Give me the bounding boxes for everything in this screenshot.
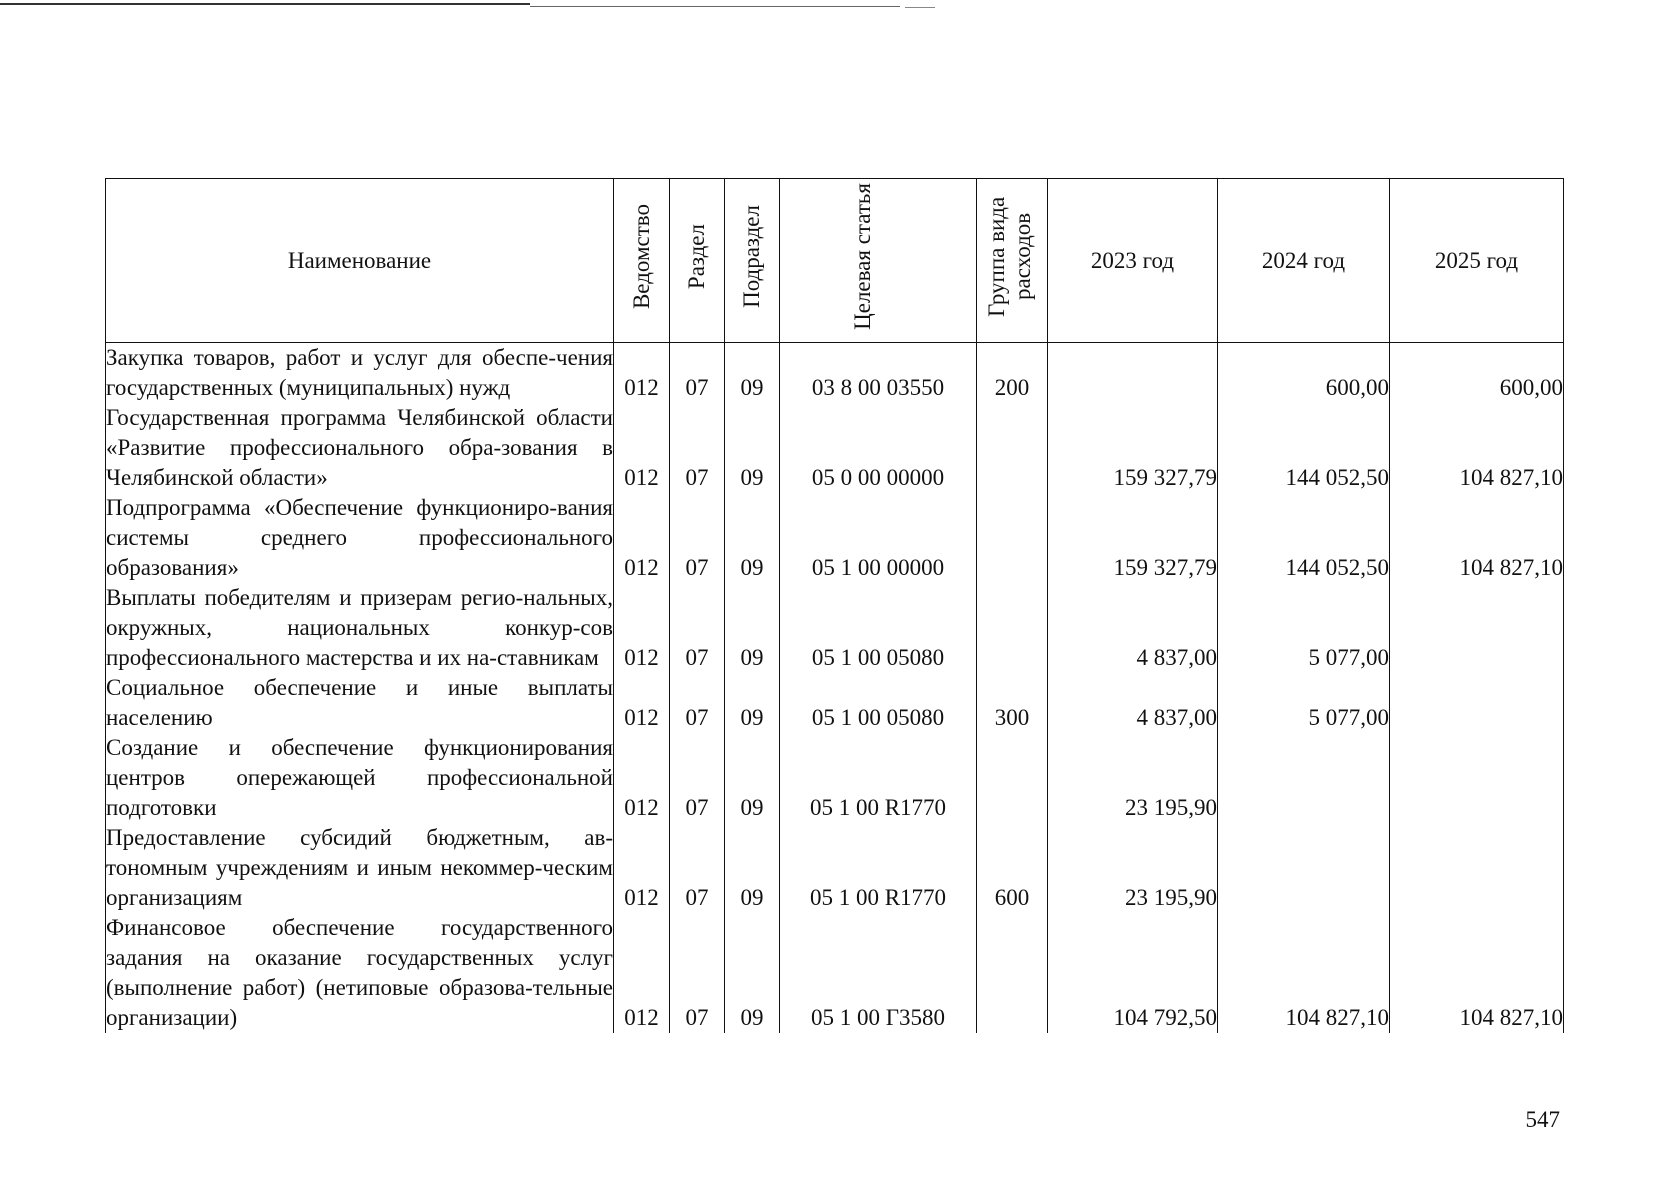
row-razdel-cell: 07 <box>670 823 725 913</box>
row-podrazdel-cell: 09 <box>725 733 780 823</box>
row-2023-value: 23 195,90 <box>1048 733 1218 823</box>
row-vedomstvo-cell: 012 <box>614 343 670 404</box>
row-2025-value: 600,00 <box>1390 343 1564 404</box>
budget-table <box>105 178 1564 1033</box>
row-vedomstvo-cell: 012 <box>614 823 670 913</box>
row-podrazdel-cell: 09 <box>725 673 780 733</box>
row-2023-value: 159 327,79 <box>1048 493 1218 583</box>
row-vid-rashodov-cell <box>977 583 1048 673</box>
row-2025-value: 104 827,10 <box>1390 913 1564 1033</box>
row-2023-value: 159 327,79 <box>1048 403 1218 493</box>
row-2024-value <box>1218 823 1390 913</box>
row-razdel-cell: 07 <box>670 673 725 733</box>
row-celevaya-statya-cell: 03 8 00 03550 <box>780 343 977 404</box>
row-vedomstvo-cell: 012 <box>614 733 670 823</box>
row-vid-rashodov-cell <box>977 913 1048 1033</box>
row-name-cell: Государственная программа Челябинской области «Развитие профессионального обра-зования в Челябинской области» <box>106 403 614 493</box>
row-podrazdel-cell: 09 <box>725 403 780 493</box>
row-celevaya-statya-cell: 05 1 00 05080 <box>780 583 977 673</box>
row-celevaya-statya-cell: 05 1 00 R1770 <box>780 733 977 823</box>
row-name-cell: Выплаты победителям и призерам регио-нальных, окружных, национальных конкур-сов профессионального мастерства и их на-ставникам <box>106 583 614 673</box>
row-razdel-cell: 07 <box>670 583 725 673</box>
row-podrazdel-cell: 09 <box>725 583 780 673</box>
table-row <box>106 403 1564 493</box>
row-2023-value <box>1048 343 1218 404</box>
row-razdel-cell: 07 <box>670 403 725 493</box>
row-razdel-cell: 07 <box>670 913 725 1033</box>
table-row <box>106 493 1564 583</box>
header-year-2023: 2023 год <box>1048 179 1218 343</box>
row-podrazdel-cell: 09 <box>725 823 780 913</box>
row-2025-value: 104 827,10 <box>1390 493 1564 583</box>
row-celevaya-statya-cell: 05 0 00 00000 <box>780 403 977 493</box>
row-2023-value: 4 837,00 <box>1048 673 1218 733</box>
row-vid-rashodov-cell: 300 <box>977 673 1048 733</box>
row-2025-value <box>1390 583 1564 673</box>
row-celevaya-statya-cell: 05 1 00 05080 <box>780 673 977 733</box>
row-celevaya-statya-cell: 05 1 00 R1770 <box>780 823 977 913</box>
row-name-cell: Создание и обеспечение функционирования центров опережающей профессиональной подготовки <box>106 733 614 823</box>
header-vedomstvo: Ведомство <box>614 179 670 343</box>
row-vid-rashodov-cell <box>977 403 1048 493</box>
row-vid-rashodov-cell: 600 <box>977 823 1048 913</box>
row-razdel-cell: 07 <box>670 343 725 404</box>
row-vedomstvo-cell: 012 <box>614 673 670 733</box>
row-celevaya-statya-cell: 05 1 00 Г3580 <box>780 913 977 1033</box>
row-podrazdel-cell: 09 <box>725 913 780 1033</box>
scan-artifact-line <box>905 7 935 8</box>
table-row <box>106 913 1564 1033</box>
row-2024-value: 144 052,50 <box>1218 493 1390 583</box>
row-vedomstvo-cell: 012 <box>614 493 670 583</box>
row-razdel-cell: 07 <box>670 733 725 823</box>
header-razdel: Раздел <box>670 179 725 343</box>
row-name-cell: Предоставление субсидий бюджетным, ав-тономным учреждениям и иным некоммер-ческим организациям <box>106 823 614 913</box>
table-row <box>106 823 1564 913</box>
table-row <box>106 583 1564 673</box>
row-2025-value: 104 827,10 <box>1390 403 1564 493</box>
row-vedomstvo-cell: 012 <box>614 583 670 673</box>
row-2024-value: 104 827,10 <box>1218 913 1390 1033</box>
row-vid-rashodov-cell: 200 <box>977 343 1048 404</box>
header-podrazdel: Подраздел <box>725 179 780 343</box>
row-2025-value <box>1390 673 1564 733</box>
row-name-cell: Финансовое обеспечение государственного задания на оказание государственных услуг (выполнение работ) (нетиповые образова-тельные организации) <box>106 913 614 1033</box>
row-podrazdel-cell: 09 <box>725 493 780 583</box>
row-2024-value: 600,00 <box>1218 343 1390 404</box>
row-vid-rashodov-cell <box>977 493 1048 583</box>
table-header-row <box>106 179 1564 343</box>
row-podrazdel-cell: 09 <box>725 343 780 404</box>
row-2023-value: 104 792,50 <box>1048 913 1218 1033</box>
row-2025-value <box>1390 733 1564 823</box>
scan-artifact-line <box>530 6 900 7</box>
row-vedomstvo-cell: 012 <box>614 913 670 1033</box>
row-2024-value: 144 052,50 <box>1218 403 1390 493</box>
row-vid-rashodov-cell <box>977 733 1048 823</box>
row-name-cell: Подпрограмма «Обеспечение функциониро-вания системы среднего профессионального образования» <box>106 493 614 583</box>
header-gruppa-vida-rashodov: Группа вида расходов <box>977 179 1048 343</box>
header-celevaya-statya: Целевая статья <box>780 179 977 343</box>
row-2023-value: 23 195,90 <box>1048 823 1218 913</box>
page-number: 547 <box>1525 1107 1560 1132</box>
row-2023-value: 4 837,00 <box>1048 583 1218 673</box>
row-2024-value: 5 077,00 <box>1218 673 1390 733</box>
row-name-cell: Закупка товаров, работ и услуг для обеспе-чения государственных (муниципальных) нужд <box>106 343 614 404</box>
scan-artifact-line <box>0 3 530 5</box>
row-name-cell: Социальное обеспечение и иные выплаты населению <box>106 673 614 733</box>
table-row <box>106 673 1564 733</box>
header-year-2024: 2024 год <box>1218 179 1390 343</box>
table-row <box>106 733 1564 823</box>
row-vedomstvo-cell: 012 <box>614 403 670 493</box>
row-razdel-cell: 07 <box>670 493 725 583</box>
header-name: Наименование <box>106 179 614 343</box>
row-celevaya-statya-cell: 05 1 00 00000 <box>780 493 977 583</box>
row-2025-value <box>1390 823 1564 913</box>
table-row <box>106 343 1564 404</box>
row-2024-value: 5 077,00 <box>1218 583 1390 673</box>
table-body <box>106 343 1564 1034</box>
header-year-2025: 2025 год <box>1390 179 1564 343</box>
row-2024-value <box>1218 733 1390 823</box>
